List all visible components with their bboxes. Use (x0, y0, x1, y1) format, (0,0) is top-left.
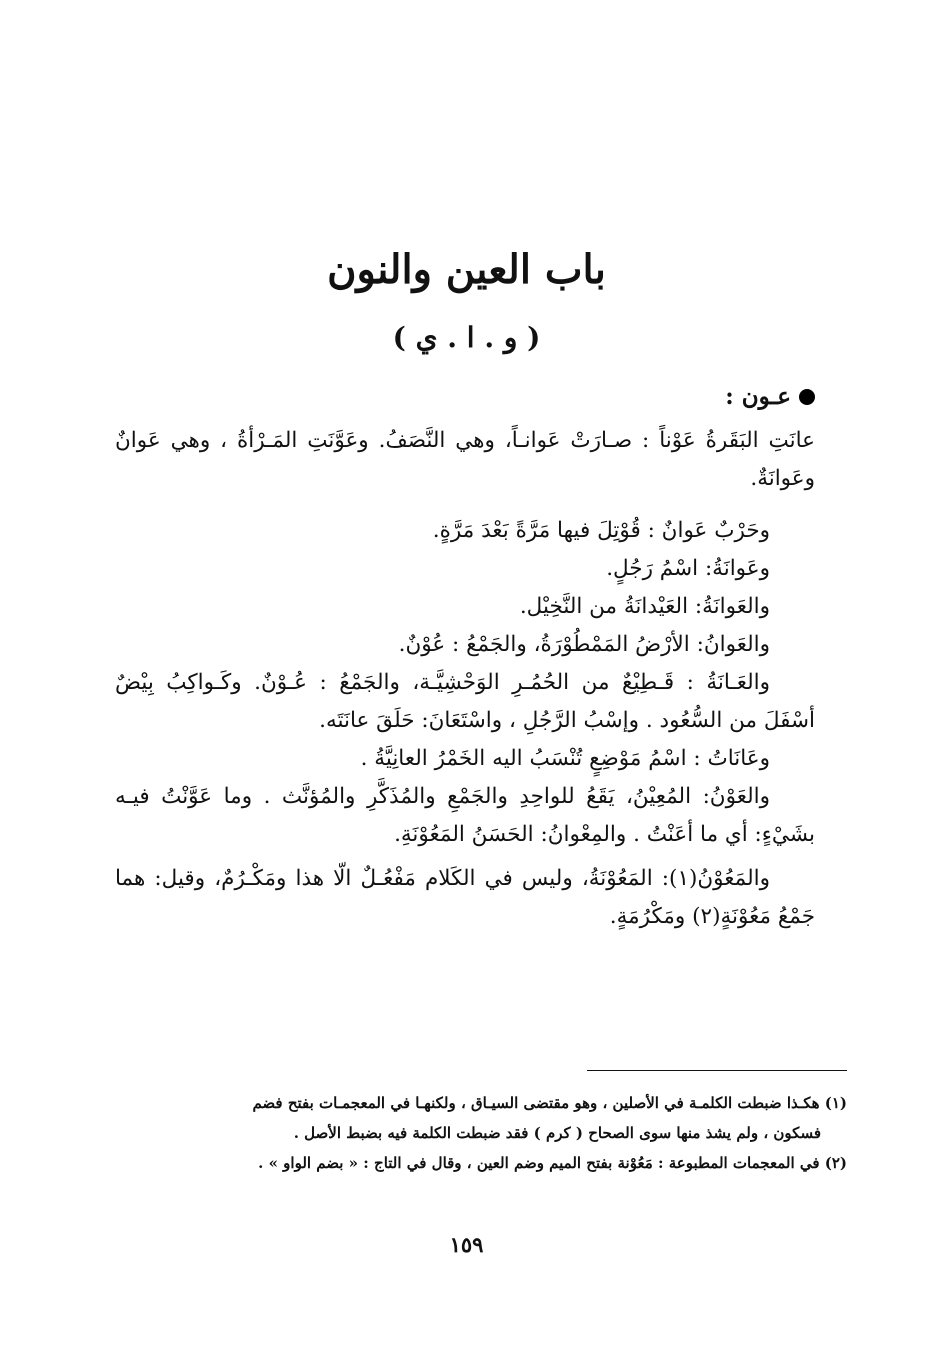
entry-paragraph: وحَرْبٌ عَوانٌ : قُوْتِلَ فيها مَرَّةً بَعْدَ مَرَّةٍ. (432, 518, 770, 543)
footnote-divider (587, 1070, 847, 1071)
page-number: ١٥٩ (449, 1232, 484, 1257)
entry-paragraph: والعَوانُ: الأرْضُ المَمْطُوْرَةُ، والجَمْعُ : عُوْنٌ. (398, 632, 770, 657)
entry-paragraph: وعَوانَةُ: اسْمُ رَجُلٍ. (606, 556, 770, 581)
entry-paragraph: عانَتِ البَقَرةُ عَوْناً : صـارَتْ عَوانـاً، وهي النَّصَفُ. وعَوَّنَتِ المَـرْأةُ ، وهي عَوانٌ وعَوانَةٌ. (115, 428, 815, 491)
entry-paragraph: والعَوانَةُ: العَيْدانَةُ من النَّخِيْل. (519, 594, 770, 619)
entry-paragraph: والمَعُوْنُ(١): المَعُوْنَةُ، وليس في الكَلام مَفْعُـلٌ الّا هذا ومَكْـرُمٌ، وقيل: هما جَمْعُ مَعُوْنَةٍ(٢) ومَكْرُمَةٍ. (115, 866, 815, 929)
footnote-item: (١) هكـذا ضبطت الكلمـة في الأصلين ، وهو مقتضى السيـاق ، ولكنهـا في المعجمـات بفتح فضم (252, 1094, 847, 1112)
footnote-item: فسكون ، ولم يشذ منها سوى الصحاح ( كرم ) فقد ضبطت الكلمة فيه بضبط الأصل . (293, 1124, 821, 1142)
entry-body (115, 378, 815, 936)
entry-paragraph: والعَوْنُ: المُعِيْنُ، يَقَعُ للواحِدِ والجَمْعِ والمُذَكَّرِ والمُؤنَّث . وما عَوَّنْتُ فيـه بشَيْءٍ: أي ما أعَنْتُ . والمِعْوانُ: الحَسَنُ المَعُوْنَةِ. (115, 784, 815, 847)
chapter-subtitle: ( و . ا . ي ) (392, 321, 541, 354)
entry-heading (115, 378, 815, 416)
entry-headword: عـون : (725, 383, 791, 410)
bullet-icon (799, 389, 815, 405)
footnote-item: (٢) في المعجمات المطبوعة : مَعُوْنة بفتح الميم وضم العين ، وقال في التاج : « بضم الواو » . (258, 1154, 847, 1172)
entry-paragraph: والعَـانَةُ : قَـطِيْعٌ من الحُمُـرِ الوَحْشِيَّـة، والجَمْعُ : عُـوْنٌ. وكَـواكِبُ بِيْضٌ أسْفَلَ من السُّعُود . وإسْبُ الرَّجُلِ ، واسْتَعَانَ: حَلَقَ عانَتَه. (115, 670, 815, 733)
chapter-title: باب العين والنون (327, 246, 606, 293)
footnotes (123, 1088, 847, 1178)
entry-paragraph: وعَانَاتُ : اسْمُ مَوْضِعٍ تُنْسَبُ اليه الخَمْرُ العانِيَّةُ . (360, 746, 770, 771)
